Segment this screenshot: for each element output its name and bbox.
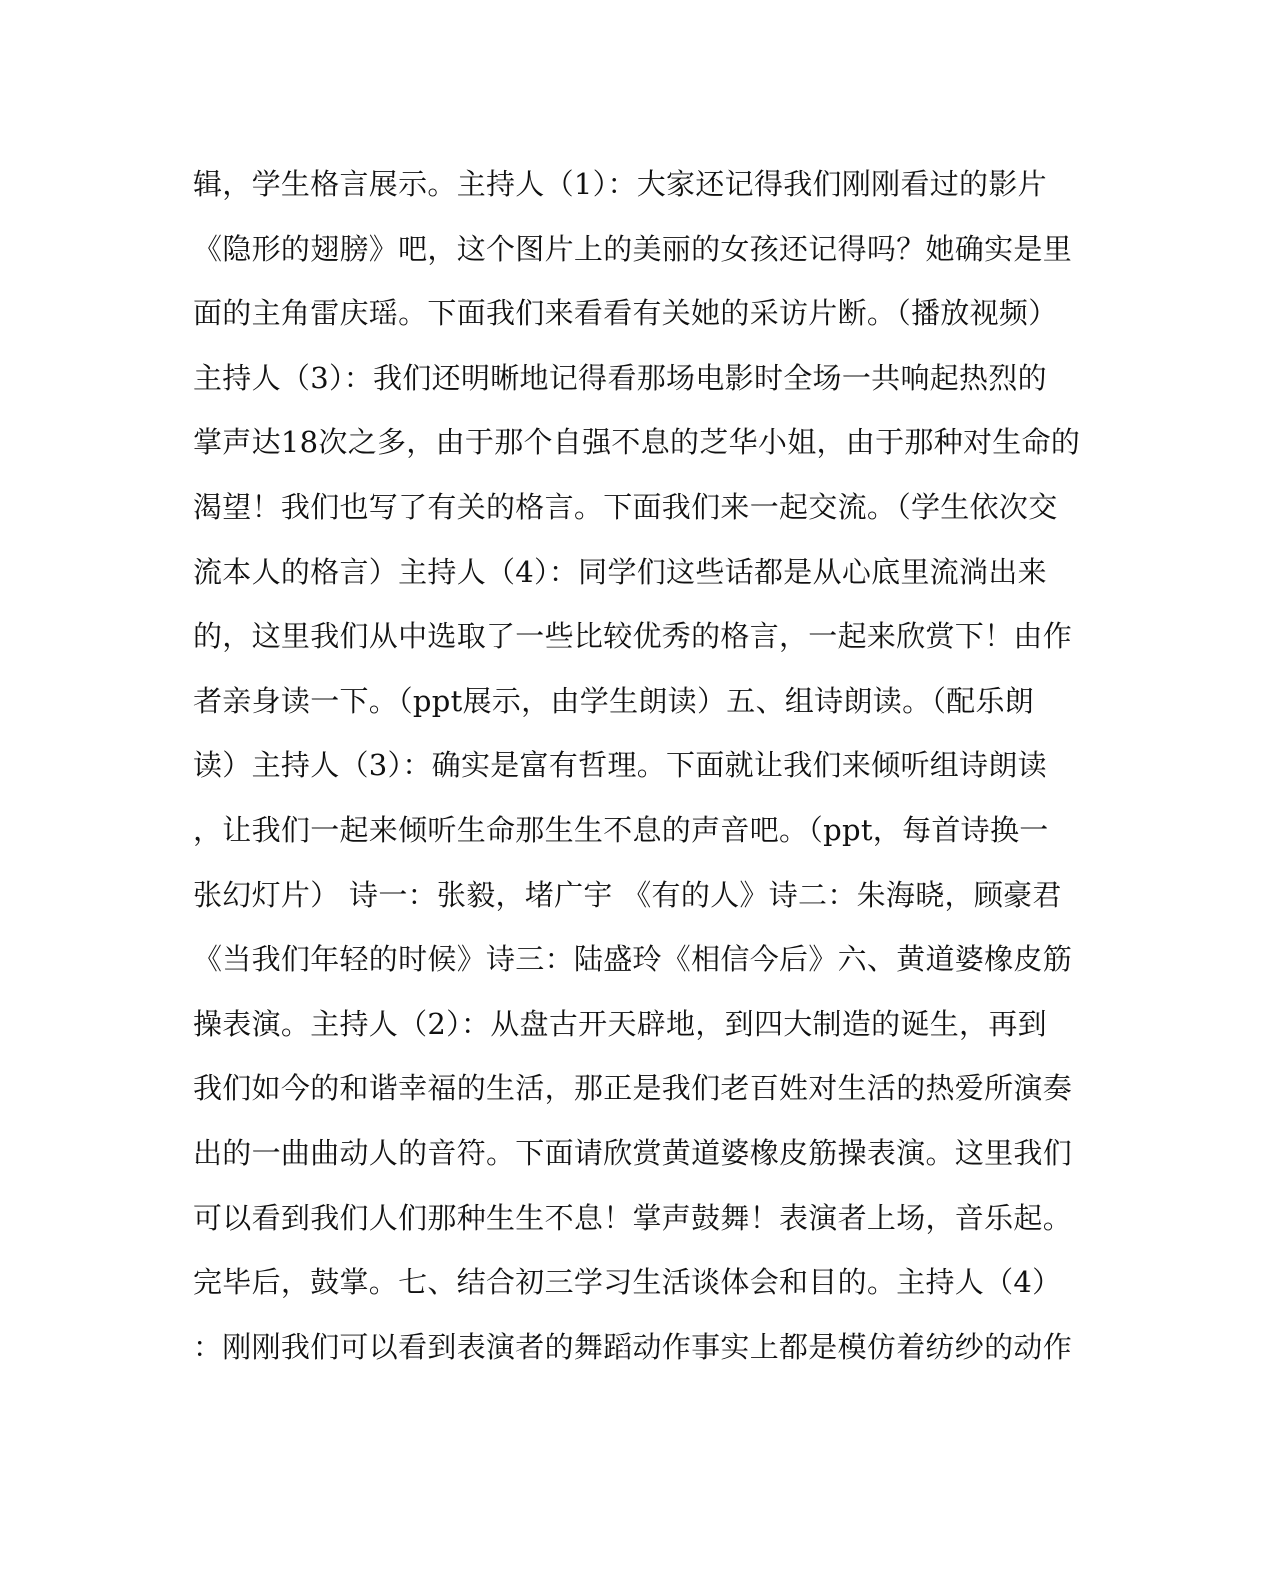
body-text: [193, 152, 1081, 1379]
text-line: 的，这里我们从中选取了一些比较优秀的格言，一起来欣赏下！由作: [193, 619, 1073, 654]
text-line: 者亲身读一下。（ppt展示，由学生朗读）五、组诗朗读。（配乐朗: [193, 683, 1035, 718]
text-line: 辑，学生格言展示。主持人（1）：大家还记得我们刚刚看过的影片: [193, 167, 1047, 201]
text-line: 流本人的格言）主持人（4）：同学们这些话都是从心底里流淌出来: [193, 554, 1047, 589]
text-line: 操表演。主持人（2）：从盘古开天辟地，到四大制造的诞生，再到: [193, 1006, 1047, 1041]
text-line: 主持人（3）：我们还明晰地记得看那场电影时全场一共响起热烈的: [193, 360, 1047, 395]
text-line: ，让我们一起来倾听生命那生生不息的声音吧。（ppt，每首诗换一: [193, 812, 1049, 847]
text-line: 掌声达18次之多，由于那个自强不息的芝华小姐，由于那种对生命的: [193, 425, 1081, 460]
text-line: 《隐形的翅膀》吧，这个图片上的美丽的女孩还记得吗？她确实是里: [193, 231, 1073, 266]
text-line: 可以看到我们人们那种生生不息！掌声鼓舞！表演者上场，音乐起。: [193, 1200, 1073, 1235]
text-line: ：刚刚我们可以看到表演者的舞蹈动作事实上都是模仿着纺纱的动作: [193, 1329, 1073, 1364]
text-line: 我们如今的和谐幸福的生活，那正是我们老百姓对生活的热爱所演奏: [193, 1071, 1073, 1106]
text-line: 《当我们年轻的时候》诗三：陆盛玲《相信今后》六、黄道婆橡皮筋: [193, 942, 1073, 977]
text-line: 完毕后，鼓掌。七、结合初三学习生活谈体会和目的。主持人（4）: [193, 1265, 1062, 1300]
text-line: 面的主角雷庆瑶。下面我们来看看有关她的采访片断。（播放视频）: [193, 296, 1058, 331]
text-line: 读）主持人（3）：确实是富有哲理。下面就让我们来倾听组诗朗读: [193, 748, 1047, 783]
text-line: 出的一曲曲动人的音符。下面请欣赏黄道婆橡皮筋操表演。这里我们: [193, 1135, 1073, 1170]
text-line: 张幻灯片） 诗一：张毅，堵广宇 《有的人》诗二：朱海晓，顾豪君: [193, 877, 1062, 912]
text-line: 渴望！我们也写了有关的格言。下面我们来一起交流。（学生依次交: [193, 489, 1058, 524]
